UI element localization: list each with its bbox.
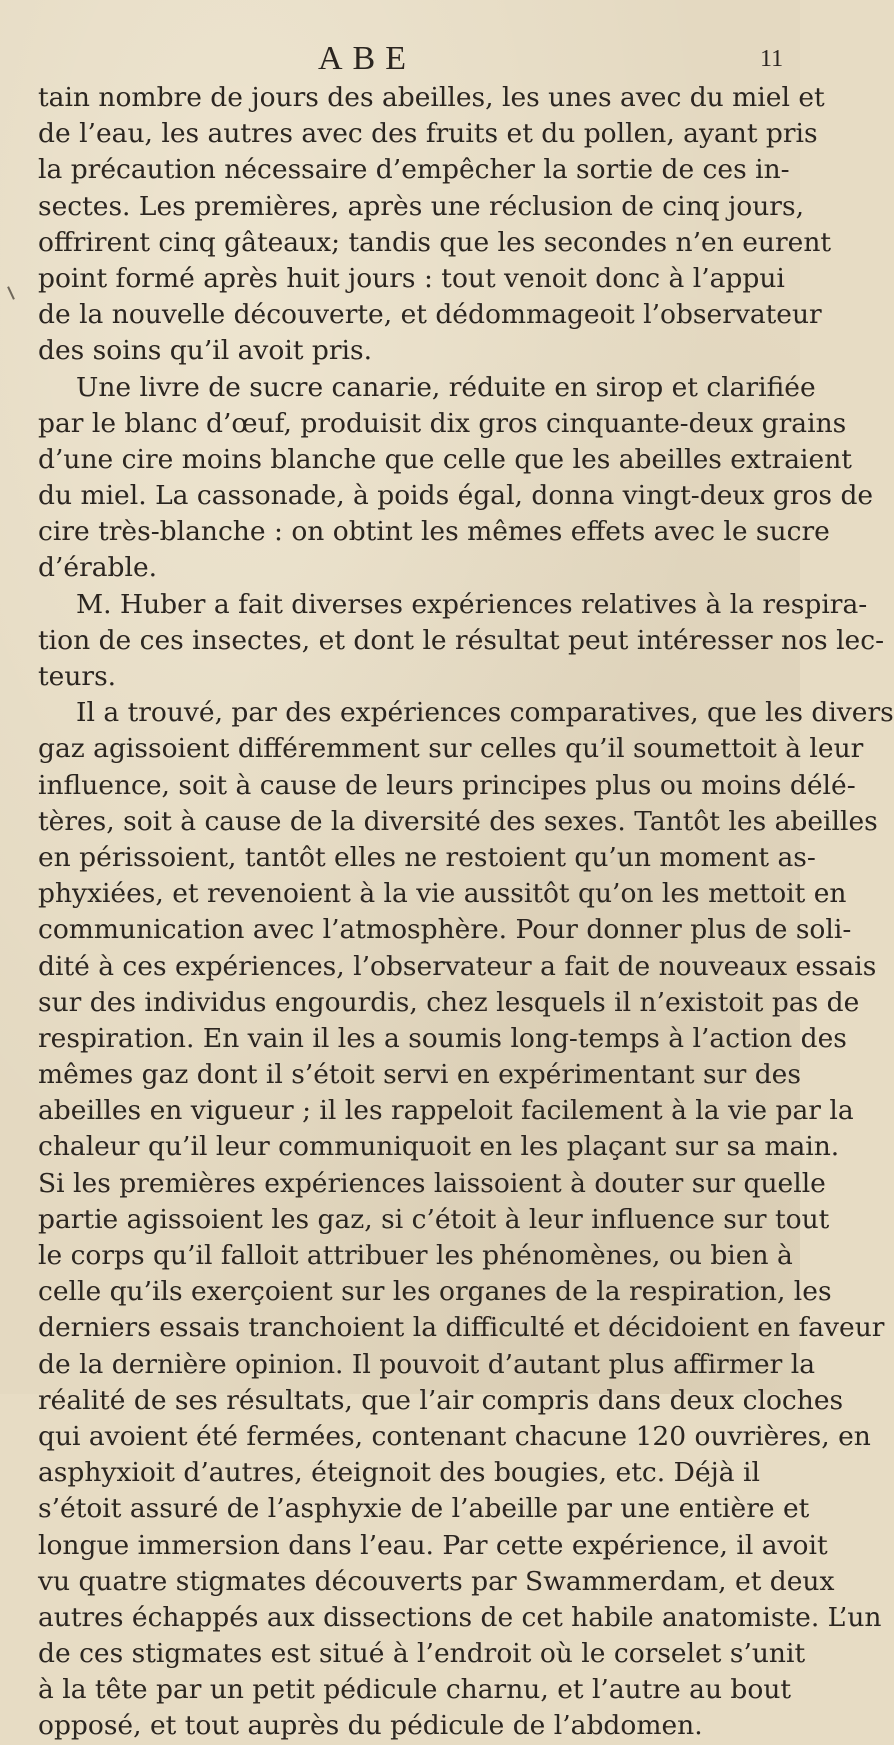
text-line: derniers essais tranchoient la difficulté et décidoient en faveur (38, 1312, 885, 1344)
text-line: influence, soit à cause de leurs principes plus ou moins délé- (38, 769, 856, 801)
text-line: partie agissoient les gaz, si c’étoit à leur influence sur tout (38, 1203, 830, 1235)
text-line: de l’eau, les autres avec des fruits et du pollen, ayant pris (38, 118, 818, 150)
text-line: sur des individus engourdis, chez lesquels il n’existoit pas de (38, 986, 860, 1018)
margin-mark (7, 286, 15, 300)
body-text (38, 80, 894, 1745)
running-title: ABE (318, 40, 416, 77)
text-line: dité à ces expériences, l’observateur a fait de nouveaux essais (38, 950, 877, 982)
text-line: réalité de ses résultats, que l’air compris dans deux cloches (38, 1384, 844, 1416)
paragraph-start-line: M. Huber a fait diverses expériences relatives à la respira- (76, 588, 868, 620)
text-line: à la tête par un petit pédicule charnu, et l’autre au bout (38, 1674, 792, 1706)
text-line: autres échappés aux dissections de cet habile anatomiste. L’un (38, 1601, 882, 1633)
text-line: opposé, et tout auprès du pédicule de l’abdomen. (38, 1710, 703, 1742)
text-line: mêmes gaz dont il s’étoit servi en expérimentant sur des (38, 1059, 801, 1091)
text-line: tion de ces insectes, et dont le résultat peut intéresser nos lec- (38, 624, 885, 656)
text-line: qui avoient été fermées, contenant chacune 120 ouvrières, en (38, 1420, 871, 1452)
text-line: abeilles en vigueur ; il les rappeloit facilement à la vie par la (38, 1095, 854, 1127)
text-line: phyxiées, et revenoient à la vie aussitôt qu’on les mettoit en (38, 878, 847, 910)
text-line: offrirent cinq gâteaux; tandis que les secondes n’en eurent (38, 226, 832, 258)
text-line: sectes. Les premières, après une réclusion de cinq jours, (38, 190, 805, 222)
text-line: par le blanc d’œuf, produisit dix gros cinquante-deux grains (38, 407, 847, 439)
text-line: communication avec l’atmosphère. Pour donner plus de soli- (38, 914, 852, 946)
text-line: cire très-blanche : on obtint les mêmes effets avec le sucre (38, 516, 830, 548)
text-line: d’érable. (38, 552, 158, 584)
text-line: de la dernière opinion. Il pouvoit d’autant plus affirmer la (38, 1348, 816, 1380)
text-line: du miel. La cassonade, à poids égal, donna vingt-deux gros de (38, 480, 874, 512)
text-line: chaleur qu’il leur communiquoit en les plaçant sur sa main. (38, 1131, 840, 1163)
page-number: 11 (760, 46, 784, 72)
text-line: le corps qu’il falloit attribuer les phénomènes, ou bien à (38, 1240, 793, 1271)
text-line: vu quatre stigmates découverts par Swammerdam, et deux (38, 1565, 835, 1597)
text-line: la précaution nécessaire d’empêcher la sortie de ces in- (38, 154, 790, 186)
text-line: d’une cire moins blanche que celle que les abeilles extraient (38, 443, 852, 475)
text-line: des soins qu’il avoit pris. (38, 335, 373, 367)
text-line: gaz agissoient différemment sur celles qu’il soumettoit à leur (38, 733, 864, 765)
text-line: de la nouvelle découverte, et dédommageoit l’observateur (38, 299, 822, 331)
text-line: tères, soit à cause de la diversité des sexes. Tantôt les abeilles (38, 805, 878, 837)
text-line: de ces stigmates est situé à l’endroit où le corselet s’unit (38, 1638, 806, 1670)
text-line: teurs. (38, 661, 117, 692)
paragraph-start-line: Il a trouvé, par des expériences comparatives, que les divers (76, 697, 894, 729)
text-line: celle qu’ils exerçoient sur les organes de la respiration, les (38, 1276, 832, 1308)
text-line: Si les premières expériences laissoient à douter sur quelle (38, 1167, 826, 1199)
text-line: longue immersion dans l’eau. Par cette expérience, il avoit (38, 1529, 828, 1561)
paragraph-start-line: Une livre de sucre canarie, réduite en sirop et clarifiée (76, 371, 816, 403)
text-line: s’étoit assuré de l’asphyxie de l’abeille par une entière et (38, 1493, 810, 1525)
text-line: asphyxioit d’autres, éteignoit des bougies, etc. Déjà il (38, 1457, 760, 1489)
text-line: en périssoient, tantôt elles ne restoient qu’un moment as- (38, 841, 816, 873)
text-line: respiration. En vain il les a soumis long-temps à l’action des (38, 1022, 847, 1054)
text-line: point formé après huit jours : tout venoit donc à l’appui (38, 262, 785, 294)
text-line: tain nombre de jours des abeilles, les unes avec du miel et (38, 82, 825, 113)
